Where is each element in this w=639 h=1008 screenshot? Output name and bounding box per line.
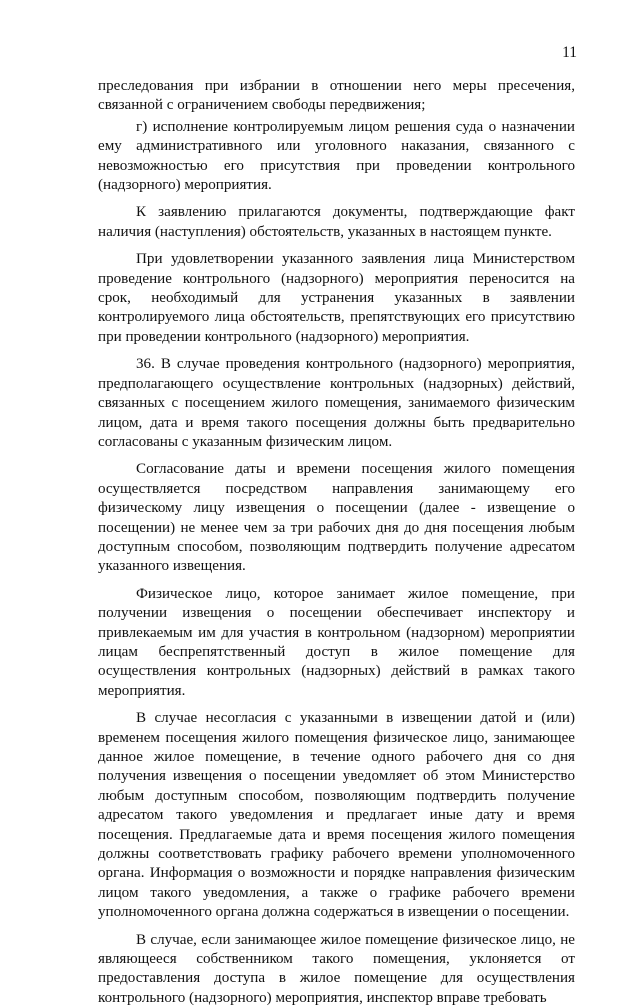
paragraph-disagreement: В случае несогласия с указанными в извещении датой и (или) временем посещения жилого помещения физическое лицо, занимающее данное жилое помещение, в течение одного рабочего дня со дня получения извещения о посещении уведомляет об этом Министерство любым доступным способом, позволяющим подтвердить получение адресатом такого уведомления и предлагает иные дату и время посещения. Предлагаемые дата и время посещения жилого помещения должны соответствовать графику рабочего времени уполномоченного органа. Информация о возможности и порядке направления физическим лицом такого уведомления, а также о графике рабочего времени уполномоченного органа должна содержаться в извещении о посещении. (98, 710, 575, 921)
paragraph-item-g: г) исполнение контролируемым лицом решения суда о назначении ему административного или уголовного наказания, связанного с невозможностью его присутствия при проведении контрольного (надзорного) мероприятия. (98, 118, 575, 194)
document-body (98, 77, 575, 1008)
paragraph-continuation: преследования при избрании в отношении него меры пресечения, связанной с ограничением свободы передвижения; (98, 78, 575, 114)
page-number: 11 (562, 44, 577, 61)
paragraph-item-36: 36. В случае проведения контрольного (надзорного) мероприятия, предполагающего осуществление контрольных (надзорных) действий, связанных с посещением жилого помещения, занимаемого физическим лицом, дата и время такого посещения должны быть предварительно согласованы с указанным физическим лицом. (98, 356, 575, 450)
paragraph-access-provision: Физическое лицо, которое занимает жилое помещение, при получении извещения о посещении обеспечивает инспектору и привлекаемым им для участия в контрольном (надзорном) мероприятии лицам беспрепятственный доступ в жилое помещение для осуществления контрольных (надзорных) действий в рамках такого мероприятия. (98, 585, 575, 699)
paragraph-attachments: К заявлению прилагаются документы, подтверждающие факт наличия (наступления) обстоятельств, указанных в настоящем пункте. (98, 204, 575, 240)
paragraph-postponement: При удовлетворении указанного заявления лица Министерством проведение контрольного (надзорного) мероприятия переносится на срок, необходимый для устранения указанных в заявлении контролируемого лица обстоятельств, препятствующих его присутствию при проведении контрольного (надзорного) мероприятия. (98, 251, 575, 345)
paragraph-evasion: В случае, если занимающее жилое помещение физическое лицо, не являющееся собственником такого помещения, уклоняется от предоставления доступа в жилое помещение для осуществления контрольного (надзорного) мероприятия, инспектор вправе требовать (98, 931, 575, 1006)
paragraph-visit-agreement: Согласование даты и времени посещения жилого помещения осуществляется посредством направления занимающему его физическому лицу извещения о посещении (далее - извещение о посещении) не менее чем за три рабочих дня до дня посещения любым доступным способом, позволяющим подтвердить получение адресатом указанного извещения. (98, 461, 575, 575)
